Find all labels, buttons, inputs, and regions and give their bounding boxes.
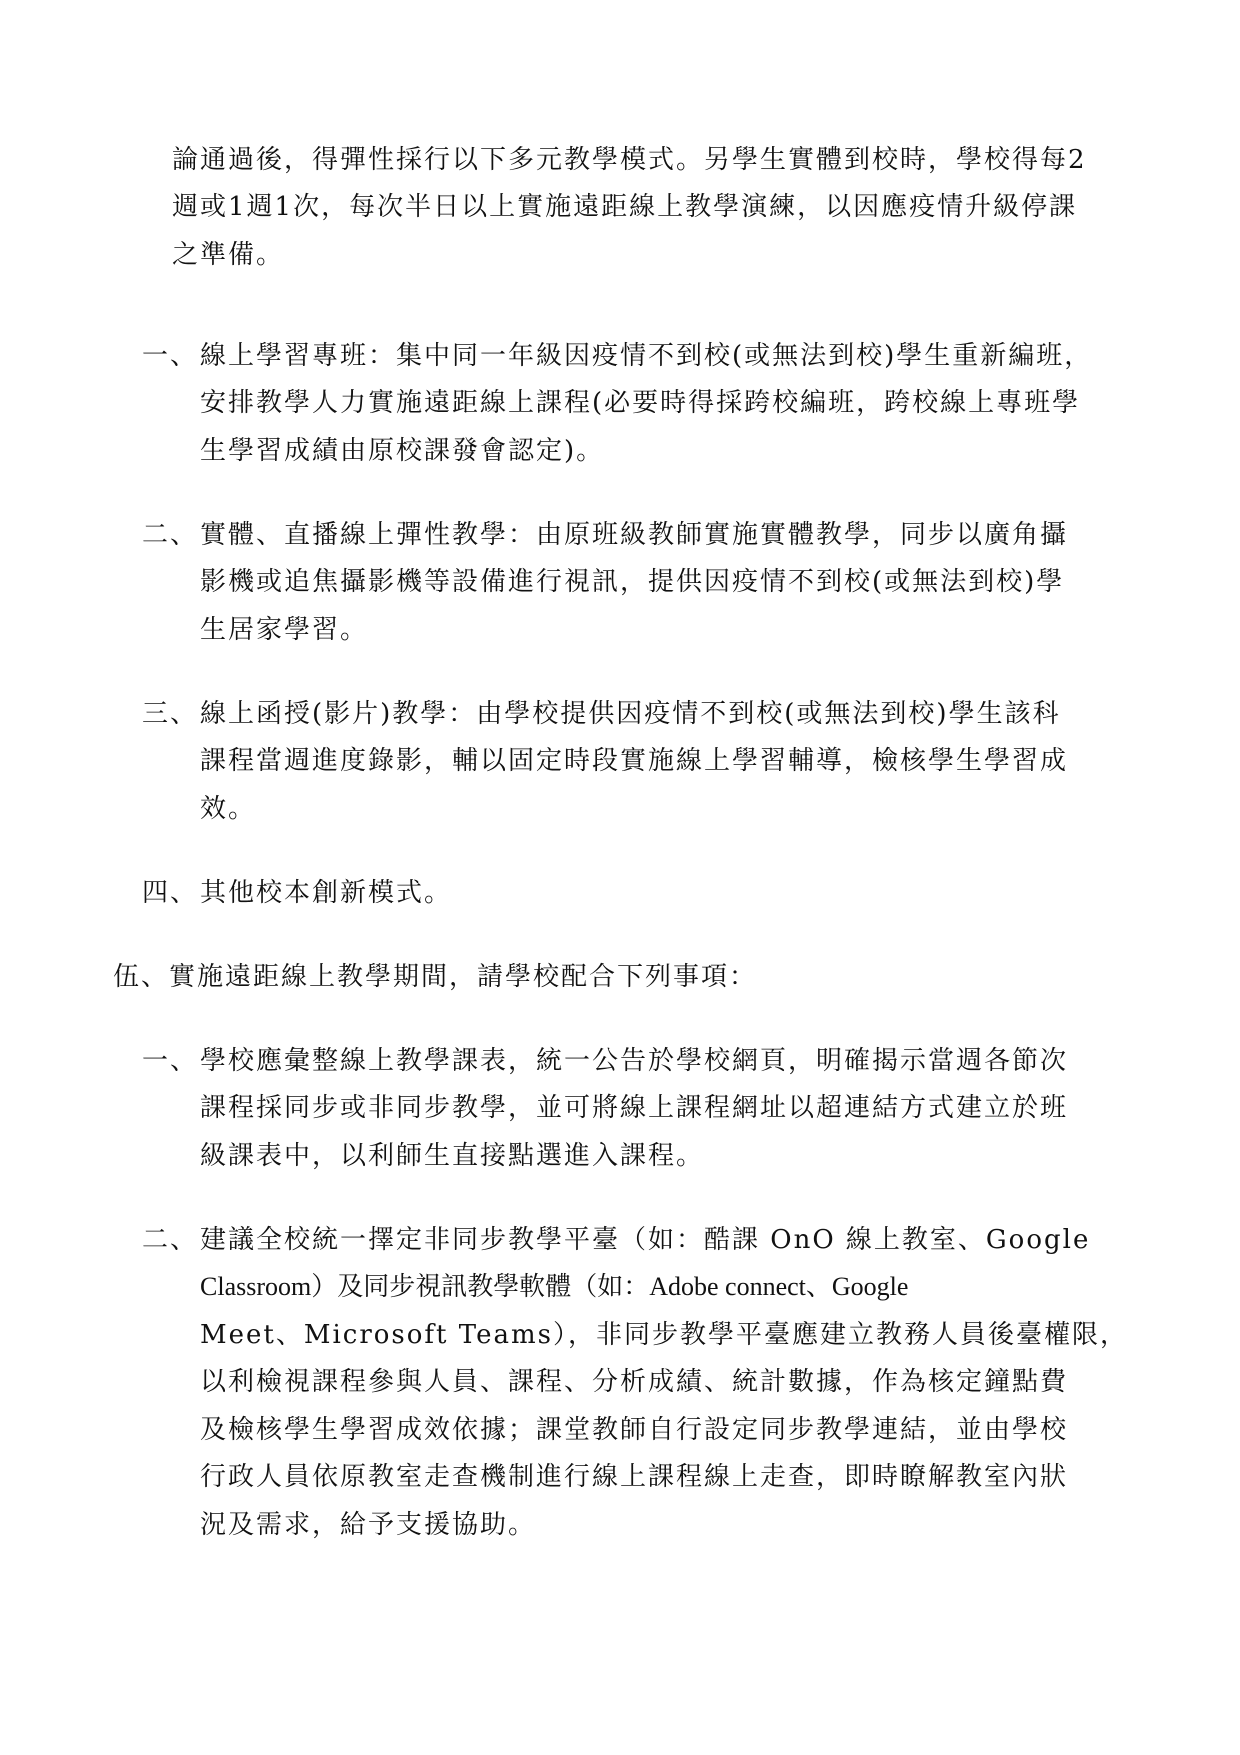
mode-3-line-2: 課程當週進度錄影，輔以固定時段實施線上學習輔導，檢核學生學習成 bbox=[200, 746, 1069, 776]
item-2-line-4: 以利檢視課程參與人員、課程、分析成績、統計數據，作為核定鐘點費 bbox=[200, 1367, 1069, 1397]
item-1-marker: 一、 bbox=[142, 1046, 199, 1076]
mode-1-line-2: 安排教學人力實施遠距線上課程(必要時得採跨校編班，跨校線上專班學 bbox=[200, 388, 1081, 418]
intro-line-1: 論通過後，得彈性採行以下多元教學模式。另學生實體到校時，學校得每2 bbox=[172, 145, 1087, 175]
mode-4-marker: 四、 bbox=[142, 878, 199, 908]
mode-3-marker: 三、 bbox=[142, 699, 199, 729]
mode-2-line-3: 生居家學習。 bbox=[200, 615, 369, 645]
mode-4-line-1: 其他校本創新模式。 bbox=[200, 878, 453, 908]
item-2-line-3: Meet、Microsoft Teams），非同步教學平臺應建立教務人員後臺權限， bbox=[200, 1320, 1128, 1350]
mode-3-line-1: 線上函授(影片)教學：由學校提供因疫情不到校(或無法到校)學生該科 bbox=[200, 699, 1061, 729]
mode-2-marker: 二、 bbox=[142, 520, 199, 550]
mode-3-line-3: 效。 bbox=[200, 794, 257, 824]
item-2-line-2: Classroom）及同步視訊教學軟體（如：Adobe connect、Google bbox=[200, 1272, 909, 1301]
item-2-line-7: 況及需求，給予支援協助。 bbox=[200, 1510, 537, 1540]
item-2-line-1: 建議全校統一擇定非同步教學平臺（如：酷課 OnO 線上教室、Google bbox=[200, 1225, 1091, 1255]
mode-1-line-3: 生學習成績由原校課發會認定)。 bbox=[200, 436, 605, 466]
item-1-line-1: 學校應彙整線上教學課表，統一公告於學校網頁，明確揭示當週各節次 bbox=[200, 1046, 1069, 1076]
mode-1-marker: 一、 bbox=[142, 341, 199, 371]
item-2-line-5: 及檢核學生學習成效依據；課堂教師自行設定同步教學連結，並由學校 bbox=[200, 1415, 1069, 1445]
intro-line-2: 週或1週1次，每次半日以上實施遠距線上教學演練，以因應疫情升級停課 bbox=[172, 192, 1078, 222]
mode-2-line-2: 影機或追焦攝影機等設備進行視訊，提供因疫情不到校(或無法到校)學 bbox=[200, 567, 1065, 597]
intro-line-3: 之準備。 bbox=[172, 240, 285, 270]
item-1-line-3: 級課表中，以利師生直接點選進入課程。 bbox=[200, 1141, 705, 1171]
item-1-line-2: 課程採同步或非同步教學，並可將線上課程網址以超連結方式建立於班 bbox=[200, 1093, 1069, 1123]
section-five-heading: 伍、實施遠距線上教學期間，請學校配合下列事項： bbox=[113, 962, 758, 992]
mode-2-line-1: 實體、直播線上彈性教學：由原班級教師實施實體教學，同步以廣角攝 bbox=[200, 520, 1069, 550]
mode-1-line-1: 線上學習專班：集中同一年級因疫情不到校(或無法到校)學生重新編班， bbox=[200, 341, 1093, 371]
item-2-marker: 二、 bbox=[142, 1225, 199, 1255]
item-2-line-6: 行政人員依原教室走查機制進行線上課程線上走查，即時瞭解教室內狀 bbox=[200, 1462, 1069, 1492]
